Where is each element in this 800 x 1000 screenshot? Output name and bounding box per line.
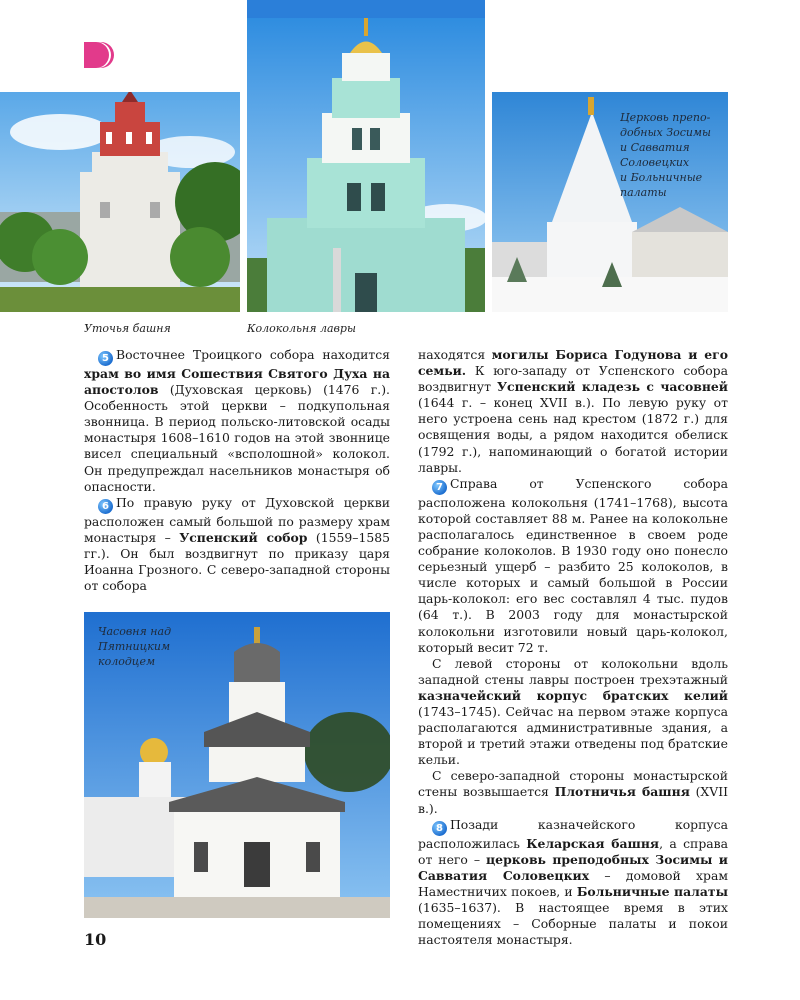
bold-term: казначейский корпус братских келий [418, 687, 728, 703]
marker-8-icon: 8 [432, 821, 447, 836]
page-number: 10 [84, 930, 107, 949]
text-run: (1559–1585 гг.). Он был воздвигнут по приказу царя Иоанна Грозного. С северо-западной стороны от собора [84, 529, 390, 594]
bold-term: храм во имя Сошествия Святого Духа на апостолов [84, 366, 390, 398]
text-column-right [418, 347, 728, 948]
photo-lavra-belfry [247, 18, 485, 312]
marker-6-icon: 6 [98, 499, 113, 514]
caption-lavra-belfry: Колокольня лавры [247, 322, 356, 335]
paragraph-6 [84, 495, 390, 594]
text-run: С левой стороны от колокольни вдоль западной стены лавры построен трехэтажный [418, 655, 728, 687]
caption-line: добных Зосимы [620, 126, 712, 139]
caption-zosima-savvatiy-church [620, 110, 728, 200]
marker-5-icon: 5 [98, 351, 113, 366]
caption-line: и Савватия [620, 141, 690, 154]
marker-7-icon: 7 [432, 480, 447, 495]
bold-term: церковь преподобных Зосимы и Савватия Соловецких [418, 851, 728, 883]
bold-term: Келарская башня [526, 835, 660, 851]
text-run: С северо-западной стороны монастырской стены возвышается [418, 768, 728, 800]
caption-pyatnitsky-well-chapel [98, 624, 208, 669]
bold-term: Успенский собор [179, 529, 308, 545]
paragraph-continued [418, 347, 728, 476]
text-run: Позади казначейского корпуса расположилась [418, 816, 728, 851]
caption-line: и Больничные [620, 171, 703, 184]
text-run: (Духовская церковь) (1476 г.). Особенность этой церкви – подкупольная звонница. В период польско-литовской осады монастыря 1608–1610 годов на этой звоннице висел специальный «всполошной» колокол. Он предупреждал насельников монастыря об опасности. [84, 382, 390, 494]
text-run: (1644 г. – конец XVII в.). По левую руку от него устроена сень над крестом (1872 г.) для освящения воды, а рядом находится обелиск (1792 г.), напоминающий о богатой истории лавры. [418, 395, 728, 475]
photo-utochya-tower [0, 92, 240, 312]
top-blue-bar [247, 0, 485, 18]
caption-line: Соловецких [620, 156, 690, 169]
text-run: Справа от Успенского собора расположена колокольня (1741–1768), высота которой составляет 88 м. Ранее на колокольне располагалось единственное в своем роде собрание колоколов. В 1930 году оно понесло серьезный ущерб – разбито 25 колоколов, в числе которых и самый большой в России царь-колокол: его вес составлял 4 тыс. пудов (64 т.). В 2003 году для монастырской колокольни изготовили новый царь-колокол, который весит 72 т. [418, 475, 728, 655]
caption-line: Пятницким [98, 640, 171, 653]
text-run: (XVII в.). [418, 784, 728, 816]
text-run: находятся [418, 347, 492, 362]
caption-line: палаты [620, 186, 667, 199]
caption-line: Часовня над [98, 625, 172, 638]
paragraph-7 [418, 476, 728, 656]
text-run: Восточнее Троицкого собора находится [116, 347, 390, 362]
bold-term: Больничные палаты [576, 883, 729, 899]
paragraph-8 [418, 817, 728, 949]
caption-line: колодцем [98, 655, 156, 668]
text-run: , а справа от него – [418, 835, 728, 867]
bold-term: Плотничья башня [554, 784, 690, 800]
text-run: К юго-западу от Успенского собора воздвигнут [418, 363, 728, 395]
caption-line: Церковь препо- [620, 111, 711, 124]
paragraph-treasury-building [418, 656, 728, 769]
bold-term: Успенский кладезь с часовней [496, 379, 728, 395]
paragraph-carpenter-tower [418, 768, 728, 816]
bold-term: могилы Бориса Годунова и его семьи. [418, 347, 728, 379]
section-marker-pink [84, 42, 120, 68]
paragraph-5 [84, 347, 390, 495]
caption-utochya-tower: Уточья башня [84, 322, 171, 335]
text-run: (1743–1745). Сейчас на первом этаже корпуса располагаются административные здания, а второй и третий этажи отведены под братские кельи. [418, 703, 728, 768]
text-run: По правую руку от Духовской церкви расположен самый большой по размеру храм монастыря – [84, 494, 390, 545]
text-run: – домовой храм Наместничих покоев, и [418, 867, 728, 899]
text-run: (1635–1637). В настоящее время в этих помещениях – Соборные палаты и покои настоятеля монастыря. [418, 900, 728, 948]
text-column-left [84, 347, 390, 594]
